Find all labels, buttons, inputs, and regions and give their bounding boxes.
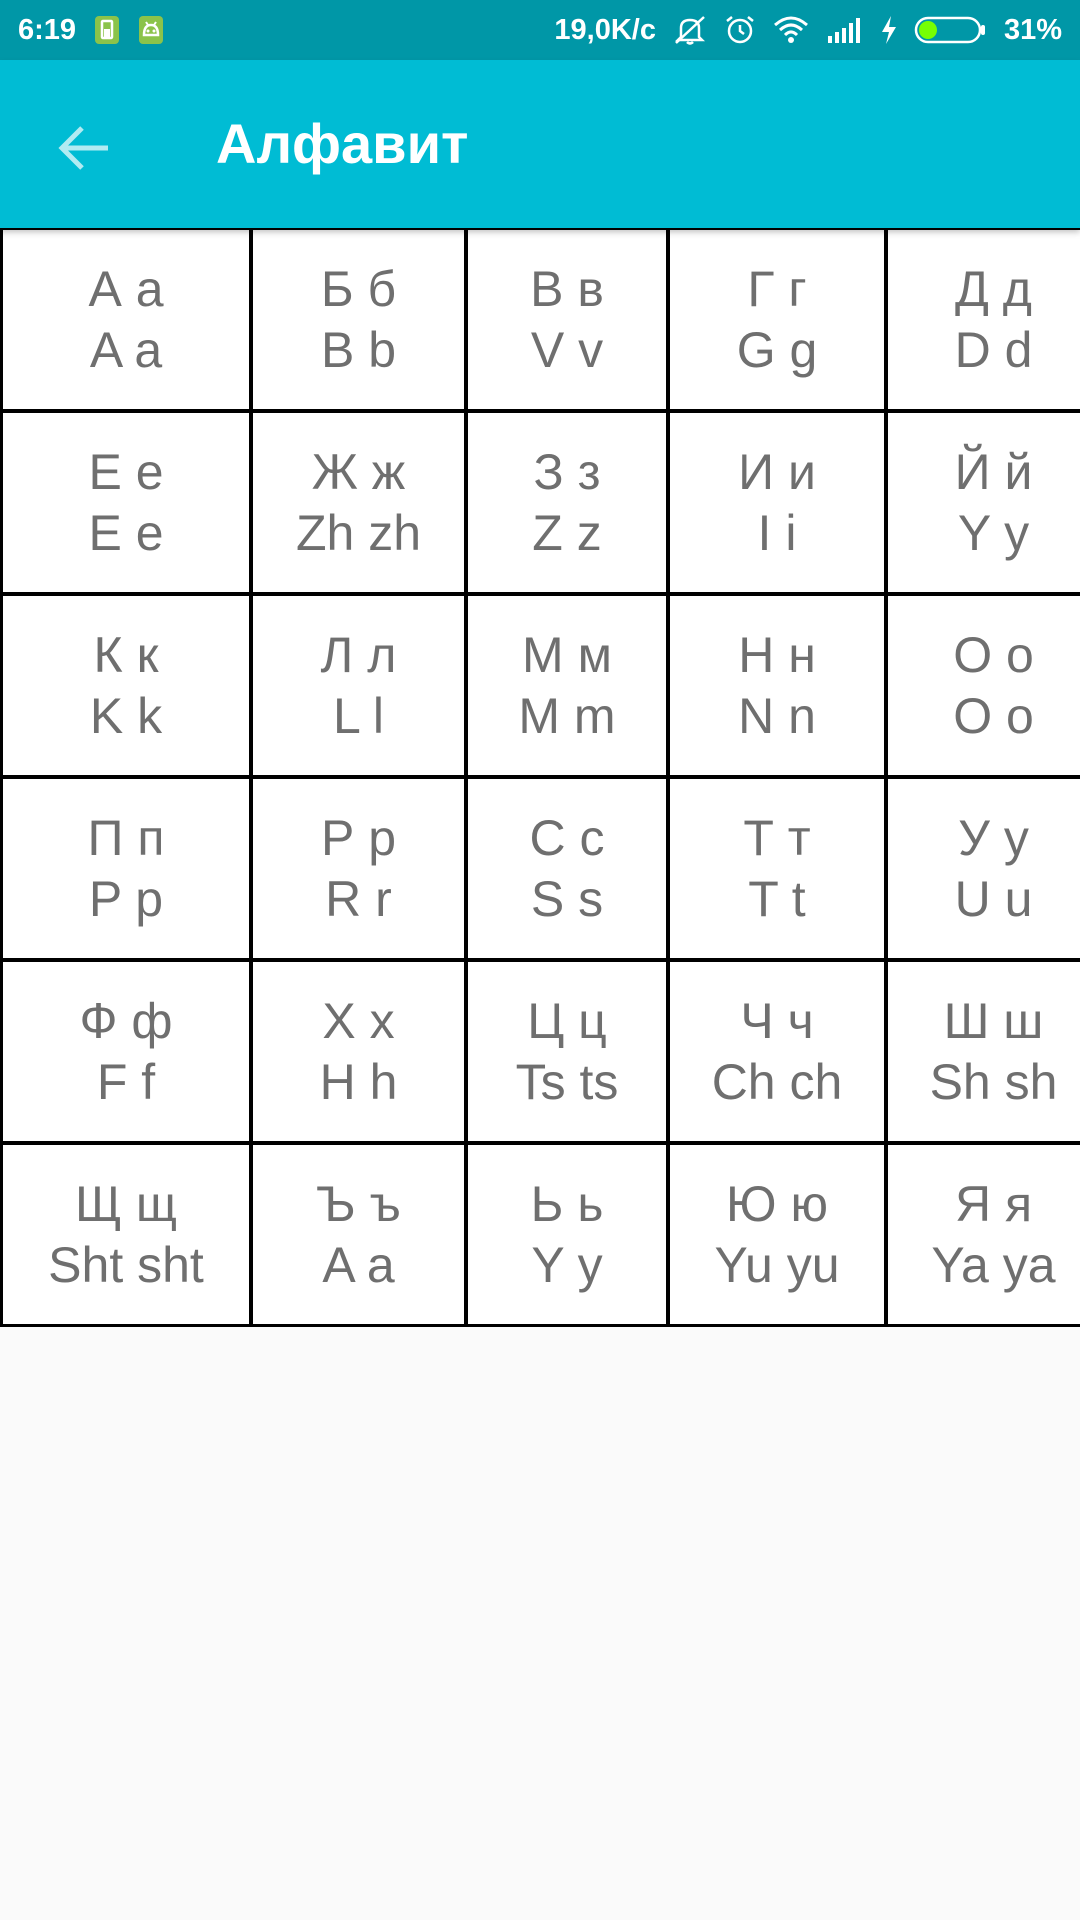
- letter-cell[interactable]: [888, 1145, 1080, 1324]
- letter-cell[interactable]: [468, 413, 666, 592]
- letter-cell[interactable]: [468, 962, 666, 1141]
- letter-cell[interactable]: [670, 962, 884, 1141]
- latin-transliteration: Sht sht: [48, 1236, 204, 1293]
- latin-transliteration: Sh sh: [929, 1053, 1058, 1110]
- cyrillic-letter: Н н: [738, 626, 816, 683]
- letter-cell[interactable]: [253, 1145, 464, 1324]
- cyrillic-letter: У у: [958, 809, 1029, 866]
- cyrillic-letter: Х х: [322, 992, 395, 1049]
- mute-icon: [672, 13, 708, 47]
- cyrillic-letter: О о: [953, 626, 1034, 683]
- wifi-icon: [772, 15, 810, 45]
- letter-cell[interactable]: [670, 230, 884, 409]
- cyrillic-letter: Ц ц: [527, 992, 607, 1049]
- letter-cell[interactable]: [3, 779, 249, 958]
- cyrillic-letter: Б б: [320, 260, 397, 317]
- letter-cell[interactable]: [3, 962, 249, 1141]
- latin-transliteration: F f: [96, 1053, 156, 1110]
- status-bar: [0, 0, 1080, 60]
- letter-cell[interactable]: [670, 596, 884, 775]
- alphabet-grid: [0, 228, 1080, 1327]
- cyrillic-letter: Л л: [320, 626, 397, 683]
- cyrillic-letter: Т т: [743, 809, 811, 866]
- latin-transliteration: E e: [88, 504, 164, 561]
- latin-transliteration: K k: [89, 687, 163, 744]
- letter-cell[interactable]: [888, 230, 1080, 409]
- cyrillic-letter: Ч ч: [740, 992, 814, 1049]
- letter-cell[interactable]: [253, 596, 464, 775]
- letter-cell[interactable]: [3, 230, 249, 409]
- arrow-back-icon: [58, 124, 110, 177]
- latin-transliteration: V v: [530, 321, 604, 378]
- network-speed: 19,0K/c: [554, 13, 656, 46]
- letter-cell[interactable]: [888, 779, 1080, 958]
- latin-transliteration: A a: [89, 321, 163, 378]
- battery-icon: [914, 15, 988, 45]
- letter-cell[interactable]: [888, 962, 1080, 1141]
- latin-transliteration: U u: [954, 870, 1033, 927]
- android-debug-icon: [138, 15, 164, 45]
- letter-cell[interactable]: [468, 1145, 666, 1324]
- charging-icon: [880, 15, 898, 45]
- letter-cell[interactable]: [670, 413, 884, 592]
- latin-transliteration: P p: [88, 870, 164, 927]
- latin-transliteration: Ya ya: [931, 1236, 1056, 1293]
- cyrillic-letter: Р р: [320, 809, 397, 866]
- signal-icon: [826, 16, 864, 44]
- cyrillic-letter: Г г: [747, 260, 807, 317]
- latin-transliteration: I i: [757, 504, 797, 561]
- letter-cell[interactable]: [468, 779, 666, 958]
- cyrillic-letter: В в: [530, 260, 604, 317]
- letter-cell[interactable]: [3, 1145, 249, 1324]
- latin-transliteration: Z z: [532, 504, 602, 561]
- latin-transliteration: Ts ts: [515, 1053, 619, 1110]
- cyrillic-letter: Ф ф: [79, 992, 173, 1049]
- latin-transliteration: R r: [325, 870, 392, 927]
- page-title: Алфавит: [216, 112, 469, 175]
- latin-transliteration: B b: [320, 321, 397, 378]
- letter-cell[interactable]: [888, 596, 1080, 775]
- alarm-icon: [724, 14, 756, 46]
- latin-transliteration: Y y: [531, 1236, 603, 1293]
- cyrillic-letter: И и: [738, 443, 816, 500]
- letter-cell[interactable]: [670, 779, 884, 958]
- letter-cell[interactable]: [253, 779, 464, 958]
- letter-cell[interactable]: [468, 230, 666, 409]
- cyrillic-letter: Ж ж: [311, 443, 406, 500]
- latin-transliteration: S s: [530, 870, 604, 927]
- latin-transliteration: H h: [319, 1053, 398, 1110]
- latin-transliteration: Y y: [957, 504, 1030, 561]
- latin-transliteration: Ch ch: [711, 1053, 843, 1110]
- cyrillic-letter: С с: [529, 809, 605, 866]
- latin-transliteration: M m: [518, 687, 616, 744]
- cyrillic-letter: М м: [522, 626, 612, 683]
- cyrillic-letter: Д д: [955, 260, 1032, 317]
- cyrillic-letter: Я я: [954, 1175, 1033, 1232]
- app-bar: [0, 60, 1080, 228]
- cyrillic-letter: Ъ ъ: [316, 1175, 401, 1232]
- latin-transliteration: L l: [333, 687, 384, 744]
- letter-cell[interactable]: [670, 1145, 884, 1324]
- cyrillic-letter: Ь ь: [530, 1175, 604, 1232]
- back-button[interactable]: [40, 106, 128, 194]
- letter-cell[interactable]: [468, 596, 666, 775]
- letter-cell[interactable]: [3, 596, 249, 775]
- latin-transliteration: Zh zh: [295, 504, 422, 561]
- latin-transliteration: N n: [738, 687, 816, 744]
- cyrillic-letter: Е е: [88, 443, 164, 500]
- latin-transliteration: O o: [953, 687, 1034, 744]
- letter-cell[interactable]: [888, 413, 1080, 592]
- latin-transliteration: Yu yu: [714, 1236, 840, 1293]
- cyrillic-letter: З з: [533, 443, 601, 500]
- battery-saver-icon: [94, 15, 120, 45]
- letter-cell[interactable]: [253, 413, 464, 592]
- latin-transliteration: G g: [736, 321, 818, 378]
- latin-transliteration: A a: [322, 1236, 395, 1293]
- status-time: 6:19: [18, 13, 77, 46]
- cyrillic-letter: Й й: [954, 443, 1033, 500]
- letter-cell[interactable]: [3, 413, 249, 592]
- latin-transliteration: T t: [748, 870, 806, 927]
- cyrillic-letter: Щ щ: [75, 1175, 177, 1232]
- cyrillic-letter: К к: [93, 626, 159, 683]
- cyrillic-letter: А а: [88, 260, 164, 317]
- cyrillic-letter: Ю ю: [726, 1175, 828, 1232]
- latin-transliteration: D d: [954, 321, 1033, 378]
- battery-percent: 31%: [1003, 13, 1062, 46]
- cyrillic-letter: П п: [87, 809, 165, 866]
- letter-cell[interactable]: [253, 230, 464, 409]
- cyrillic-letter: Ш ш: [943, 992, 1044, 1049]
- letter-cell[interactable]: [253, 962, 464, 1141]
